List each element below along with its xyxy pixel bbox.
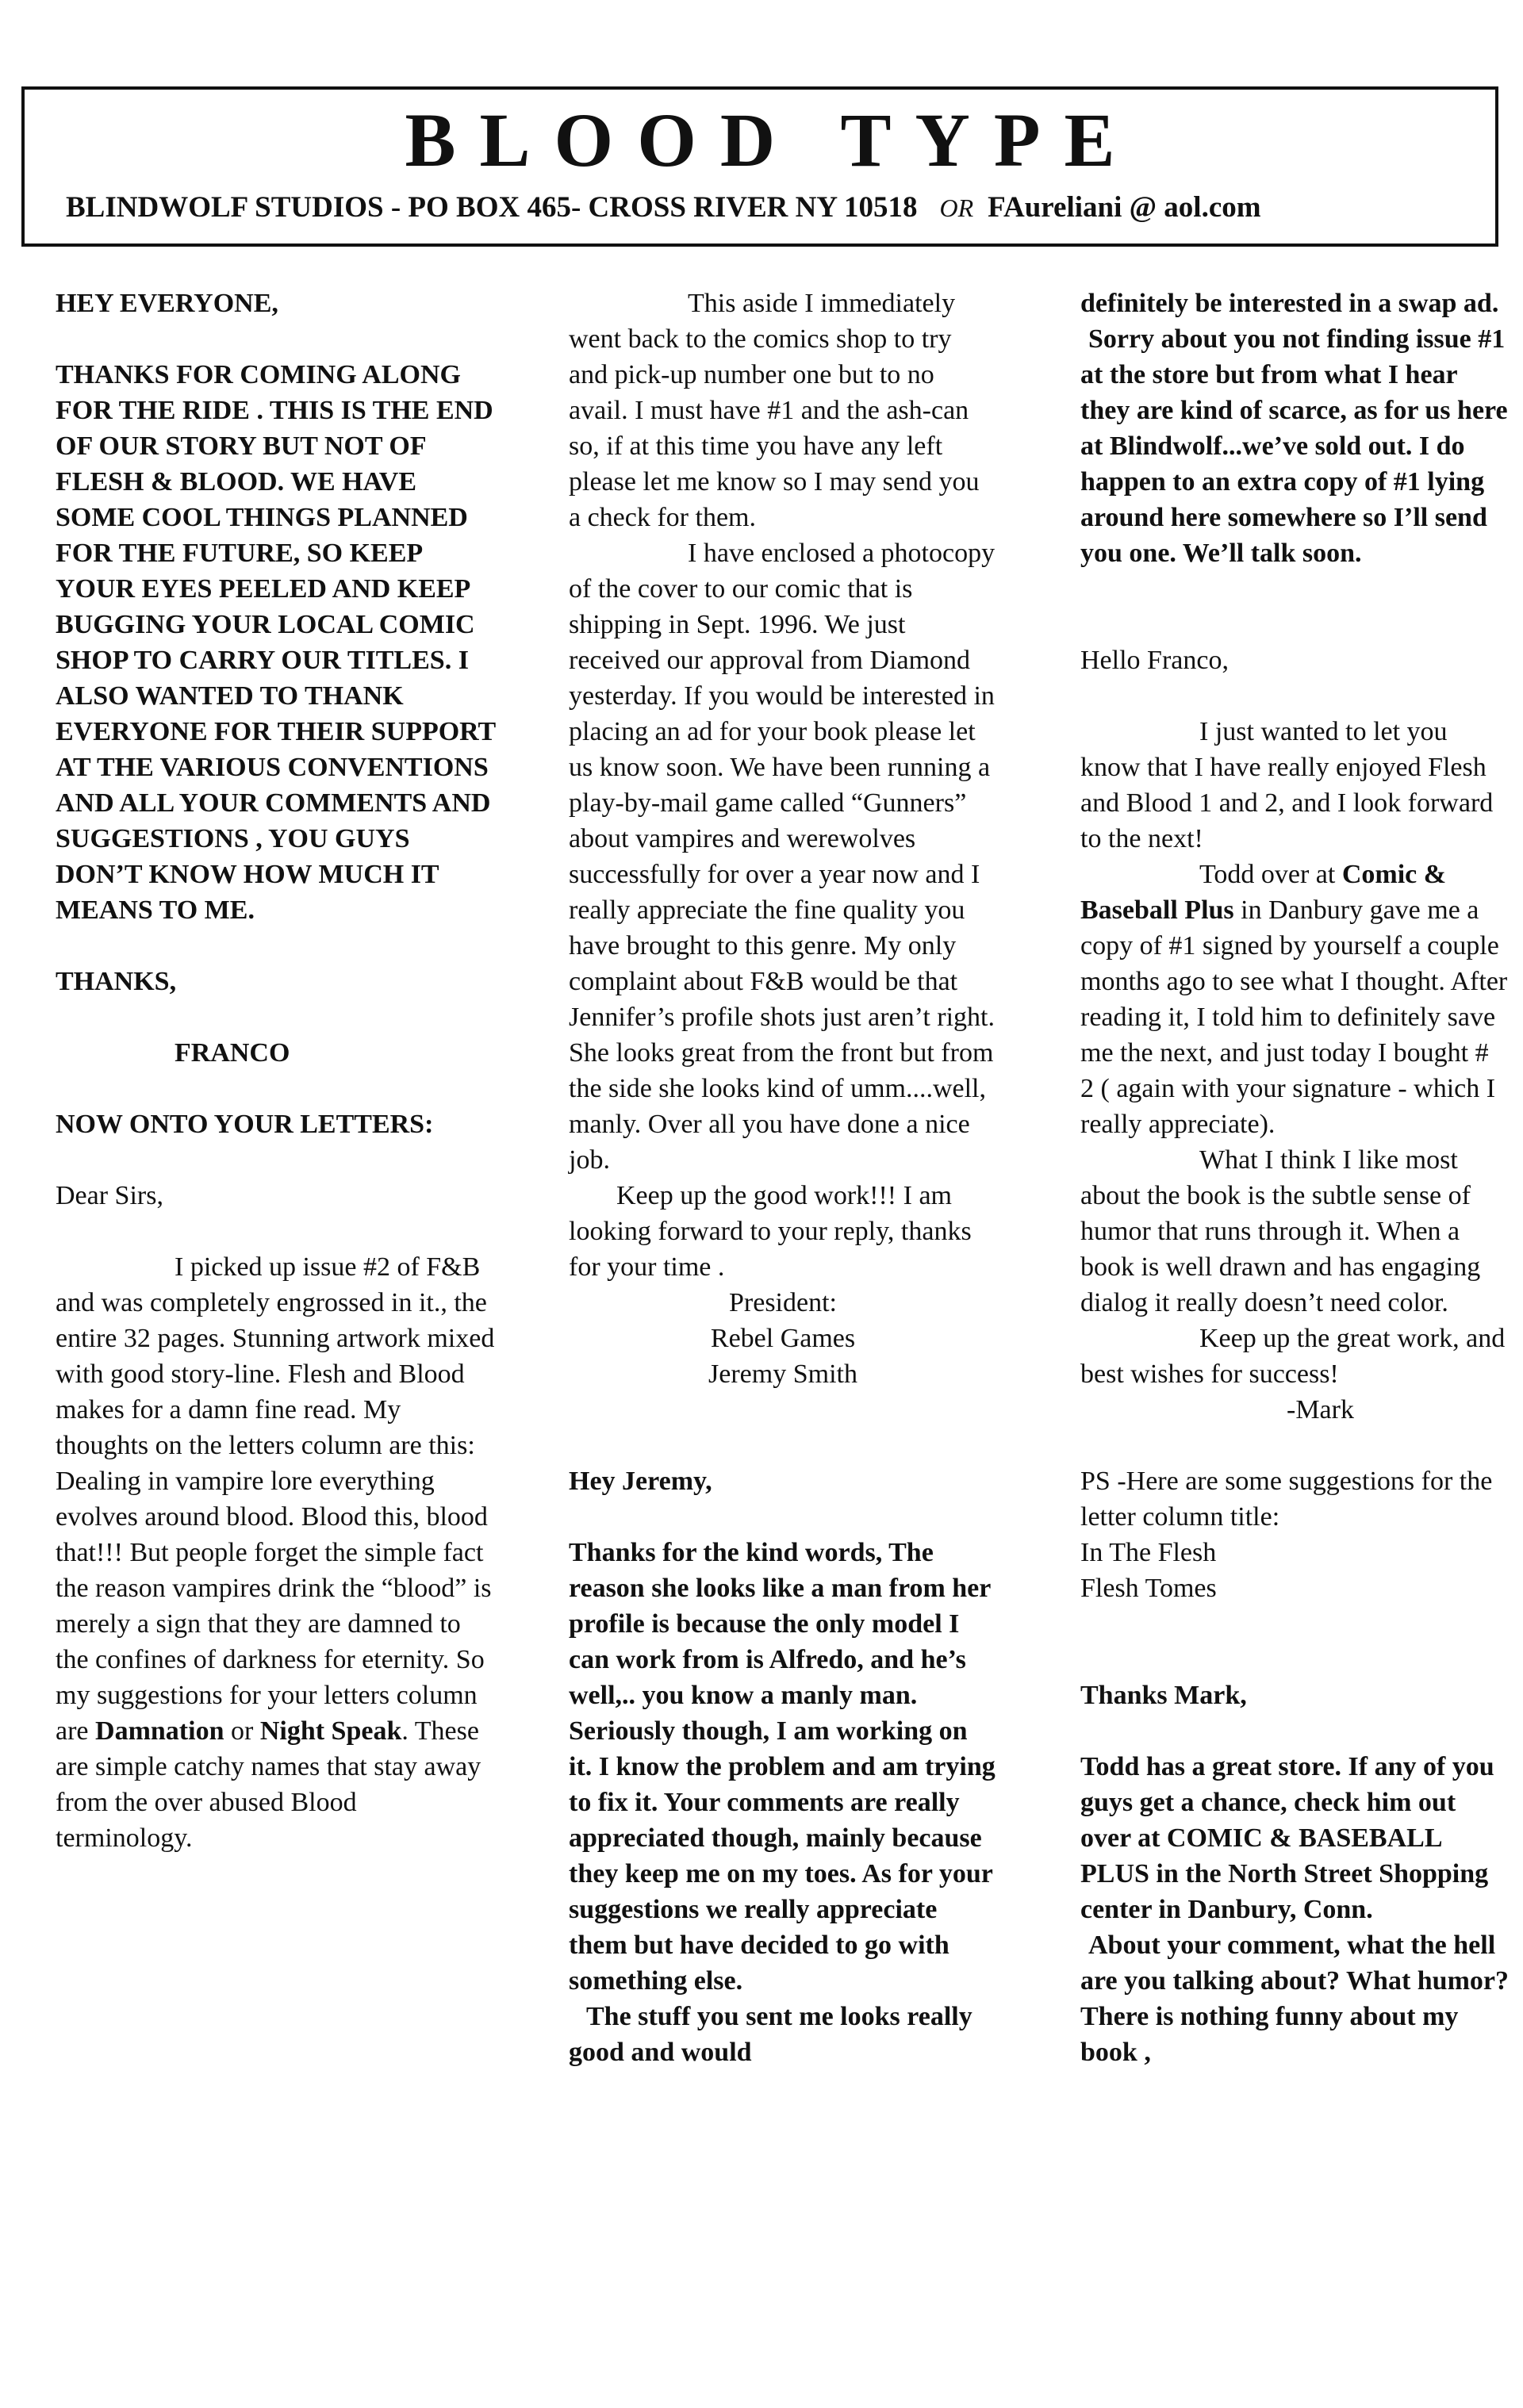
letters-heading: NOW ONTO YOUR LETTERS: (56, 1110, 434, 1139)
letter-paragraph: What I think I like most about the book is the subtle sense of humor that runs through it. When a book is well drawn and has engaging dialog it really doesn’t need color. (1080, 1145, 1481, 1317)
page-title: BLOOD TYPE (405, 98, 1139, 182)
letter-salutation: Dear Sirs, (56, 1181, 163, 1210)
letter-paragraph (56, 1463, 500, 1856)
letter-paragraph: This aside I immediately went back to the comics shop to try and pick-up number one but to no avail. I must have #1 and the ash-can so, if at this time you have any left please let me know so I may send you a check for them. (569, 289, 980, 532)
signature-title: President: (729, 1288, 837, 1317)
reply-paragraph: About your comment, what the hell are you talking about? What humor? There is nothing funny about my book , (1080, 1931, 1509, 2067)
reply-paragraph: Thanks for the kind words, The reason she looks like a man from her profile is because the only model I can work from is Alfredo, and he’s well,.. you know a manly man. Seriously though, I am working on it. I know the problem and am trying to fix it. Your comments are really appreciated though, mainly because they keep me on my toes. As for your suggestions we really appreciate them but have decided to go with something else. (569, 1538, 996, 1996)
editor-thanks: THANKS, (56, 967, 177, 996)
contact-line (66, 193, 1261, 222)
reply-paragraph: definitely be interested in a swap ad. (1080, 289, 1499, 318)
email-address: FAureliani @ aol.com (988, 191, 1261, 224)
letter-text: Todd over at (1199, 860, 1336, 889)
or-word: OR (939, 194, 974, 222)
ps-suggestion: In The Flesh (1080, 1538, 1217, 1567)
reply-paragraph: Sorry about you not finding issue #1 at the store but from what I hear they are kind of scarce, as for us here at Blindwolf...we’ve sold out. I do happen to an extra copy of #1 lying around here somewhere so I’ll send you one. We’ll talk soon. (1080, 324, 1508, 568)
column-2 (569, 286, 997, 2070)
reply-greeting: Thanks Mark, (1080, 1681, 1247, 1710)
ps-paragraph: PS -Here are some suggestions for the letter column title: (1080, 1467, 1493, 1532)
letter-paragraph: I just wanted to let you know that I have really enjoyed Flesh and Blood 1 and 2, and I look forward to the next! (1080, 717, 1494, 853)
store-name: Comic & Baseball Plus (1080, 860, 1447, 925)
column-3 (1080, 286, 1509, 2070)
editor-greeting: HEY EVERYONE, (56, 289, 278, 318)
column-1 (56, 286, 500, 1856)
ps-suggestion: Flesh Tomes (1080, 1574, 1217, 1603)
reply-greeting: Hey Jeremy, (569, 1467, 712, 1496)
suggestion-damnation: Damnation (95, 1716, 224, 1746)
letter-paragraph: I picked up issue #2 of F&B and was completely engrossed in it., the entire 32 pages. Stunning artwork mixed with good story-line. Flesh and Blood makes for a damn fine read. My thoughts on the letters column are this: (56, 1252, 495, 1460)
letter-text: . These are simple catchy names that stay away from the over abused Blood terminology. (56, 1716, 481, 1853)
letter-paragraph: I have enclosed a photocopy of the cover to our comic that is shipping in Sept. 1996. We just received our approval from Diamond yesterday. If you would be interested in placing an ad for your book please let us know soon. We have been running a play-by-mail game called “Gunners” about vampires and werewolves successfully for over a year now and I really appreciate the fine quality you have brought to this genre. My only complaint about F&B would be that Jennifer’s profile shots just aren’t right. She looks great from the front but from the side she looks kind of umm....well, manly. Over all you have done a nice job. (569, 539, 996, 1175)
letter-signature: -Mark (1287, 1395, 1354, 1424)
letter-text: in Danbury gave me a copy of #1 signed by yourself a couple months ago to see what I thought. After reading it, I told him to definitely save me the next, and just today I bought # 2 ( again with your signature - which I really appreciate). (1080, 895, 1508, 1139)
reply-paragraph: Todd has a great store. If any of you guys get a chance, check him out over at COMIC & BASEBALL PLUS in the North Street Shopping center in Danbury, Conn. (1080, 1752, 1494, 1924)
reply-paragraph: The stuff you sent me looks really good and would (569, 2002, 972, 2067)
letter-text: Dealing in vampire lore everything evolves around blood. Blood this, blood that!!! But people forget the simple fact the reason vampires drink the “blood” is merely a sign that they are damned to the confines of darkness for eternity. So my suggestions for your letters column are (56, 1467, 492, 1746)
signature-name: Jeremy Smith (708, 1359, 857, 1389)
letter-text: or (230, 1716, 254, 1746)
letter-salutation: Hello Franco, (1080, 646, 1229, 675)
letter-paragraph: Keep up the great work, and best wishes for success! (1080, 1324, 1506, 1389)
masthead-box (21, 86, 1498, 247)
postal-address: BLINDWOLF STUDIOS - PO BOX 465- CROSS RIVER NY 10518 (66, 191, 918, 224)
signature-company: Rebel Games (710, 1324, 856, 1353)
editor-intro: THANKS FOR COMING ALONG FOR THE RIDE . THIS IS THE END OF OUR STORY BUT NOT OF FLESH & BLOOD. WE HAVE SOME COOL THINGS PLANNED FOR THE FUTURE, SO KEEP YOUR EYES PEELED AND KEEP BUGGING YOUR LOCAL COMIC SHOP TO CARRY OUR TITLES. I ALSO WANTED TO THANK EVERYONE FOR THEIR SUPPORT AT THE VARIOUS CONVENTIONS AND ALL YOUR COMMENTS AND SUGGESTIONS , YOU GUYS DON’T KNOW HOW MUCH IT MEANS TO ME. (56, 360, 496, 925)
suggestion-night-speak: Night Speak (259, 1716, 402, 1746)
letter-paragraph (1080, 857, 1509, 1142)
letter-paragraph: Keep up the good work!!! I am looking forward to your reply, thanks for your time . (569, 1181, 972, 1282)
editor-name: FRANCO (175, 1038, 290, 1068)
